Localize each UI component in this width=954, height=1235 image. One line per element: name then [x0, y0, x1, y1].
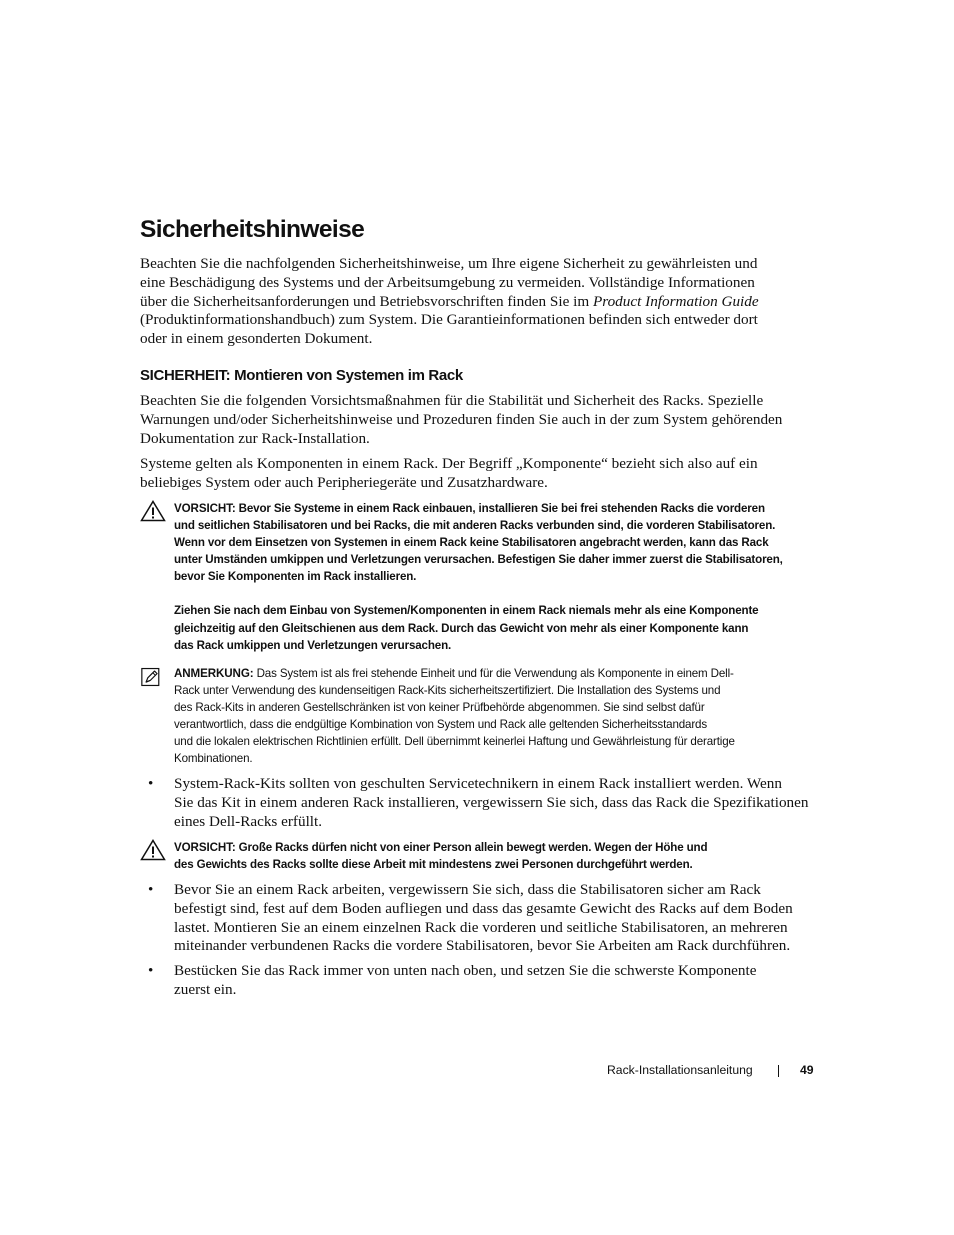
section-heading: SICHERHEIT: Montieren von Systemen im Rack — [140, 367, 463, 384]
bullet-icon: • — [148, 962, 154, 979]
caution-line: das Rack umkippen und Verletzungen verursachen. — [174, 638, 452, 652]
intro-line — [140, 293, 815, 312]
intro-line: oder in einem gesonderten Dokument. — [140, 330, 373, 348]
caution-line: Wenn vor dem Einsetzen von Systemen in einem Rack keine Stabilisatoren angebracht werden, kann das Rack — [174, 536, 769, 550]
note-text — [174, 665, 814, 768]
note-line: Das System ist als frei stehende Einheit und für die Verwendung als Komponente in einem Dell- — [253, 667, 734, 680]
note-label: ANMERKUNG: — [174, 667, 254, 680]
list-item-line: Sie das Kit in einem anderen Rack installieren, vergewissern Sie sich, dass das Rack die Spezifikationen — [174, 793, 809, 811]
paragraph-line: Dokumentation zur Rack-Installation. — [140, 429, 370, 447]
intro-paragraph — [140, 255, 815, 349]
caution-line: bevor Sie Komponenten im Rack installieren. — [174, 570, 417, 584]
caution-line: und seitlichen Stabilisatoren und bei Racks, die mit anderen Racks verbunden sind, die vorderen Stabilisatoren. — [174, 519, 776, 533]
list-item-line: lastet. Montieren Sie an einem einzelnen Rack die vorderen und seitliche Stabilisatoren, an mehreren — [174, 918, 788, 936]
caution-line: unter Umständen umkippen und Verletzungen verursachen. Befestigen Sie daher immer zuerst die Stabilisatoren, — [174, 553, 783, 567]
caution-line: gleichzeitig auf den Gleitschienen aus dem Rack. Durch das Gewicht von mehr als einer Komponente kann — [174, 621, 749, 635]
list-item-line: zuerst ein. — [174, 980, 237, 998]
list-item-line: System-Rack-Kits sollten von geschulten Servicetechnikern in einem Rack installiert werden. Wenn — [174, 775, 782, 792]
page-footer — [607, 1061, 814, 1079]
intro-line: eine Beschädigung des Systems und der Arbeitsumgebung zu vermeiden. Vollständige Informationen — [140, 273, 755, 291]
page-title: Sicherheitshinweise — [140, 216, 365, 243]
caution-line: Ziehen Sie nach dem Einbau von Systemen/Komponenten in einem Rack niemals mehr als eine Komponente — [174, 604, 759, 618]
section-paragraph-2 — [140, 455, 815, 493]
caution-text — [174, 839, 814, 873]
list-item-text — [174, 881, 815, 956]
footer-divider — [778, 1065, 779, 1077]
caution-triangle-icon — [140, 839, 166, 861]
paragraph-line: Warnungen und/oder Sicherheitshinweise und Prozeduren finden Sie auch in der zum System gehörenden — [140, 410, 783, 428]
list-item-line: Bevor Sie an einem Rack arbeiten, vergewissern Sie sich, dass die Stabilisatoren sicher am Rack — [174, 881, 761, 898]
caution-line: des Gewichts des Racks sollte diese Arbeit mit mindestens zwei Personen durchgeführt werden. — [174, 858, 693, 872]
intro-line-text: über die Sicherheitsanforderungen und Betriebsvorschriften finden Sie im — [140, 292, 590, 310]
note-pencil-icon — [141, 666, 163, 688]
note-line: Kombinationen. — [174, 752, 253, 766]
footer-title: Rack-Installationsanleitung — [607, 1063, 753, 1077]
intro-line: Beachten Sie die nachfolgenden Sicherheitshinweise, um Ihre eigene Sicherheit zu gewährleisten und — [140, 255, 758, 272]
list-item-line: befestigt sind, fest auf dem Boden aufliegen und dass das gesamte Gewicht des Racks auf dem Boden — [174, 899, 793, 917]
note-line: verantwortlich, dass die endgültige Kombination von System und Rack alle geltenden Sicherheitsstandards — [174, 718, 707, 732]
section-paragraph-1 — [140, 392, 815, 448]
list-item-line: miteinander verbundenen Racks die vordere Stabilisatoren, bevor Sie Arbeiten am Rack durchführen. — [174, 937, 791, 955]
note-line: des Rack-Kits in anderen Gestellschränken ist von keiner Prüfbehörde abgenommen. Sie sind selbst dafür — [174, 701, 705, 715]
list-item-text — [174, 775, 815, 831]
list-item-line: Bestücken Sie das Rack immer von unten nach oben, und setzen Sie die schwerste Komponente — [174, 962, 757, 979]
caution-label: VORSICHT: — [174, 502, 236, 515]
note-line: Rack unter Verwendung des kundenseitigen Rack-Kits sicherheitszertifiziert. Die Installation des Systems und — [174, 684, 721, 698]
page-number: 49 — [800, 1063, 814, 1077]
caution-label: VORSICHT: — [174, 841, 236, 854]
caution-line: Große Racks dürfen nicht von einer Person allein bewegt werden. Wegen der Höhe und — [235, 841, 708, 854]
note-line: und die lokalen elektrischen Richtlinien erfüllt. Dell übernimmt keinerlei Haftung und Gewährleistung für derartige — [174, 735, 735, 749]
intro-line: (Produktinformationshandbuch) zum System. Die Garantieinformationen befinden sich entweder dort — [140, 311, 758, 329]
caution-text — [174, 500, 814, 654]
product-information-guide-title: Product Information Guide — [592, 292, 759, 310]
paragraph-line: Beachten Sie die folgenden Vorsichtsmaßnahmen für die Stabilität und Sicherheit des Racks. Spezielle — [140, 392, 764, 409]
caution-triangle-icon — [140, 500, 166, 522]
bullet-icon: • — [148, 881, 154, 898]
list-item-line: eines Dell-Racks erfüllt. — [174, 812, 323, 830]
bullet-icon: • — [148, 775, 154, 792]
paragraph-line: Systeme gelten als Komponenten in einem Rack. Der Begriff „Komponente“ bezieht sich also auf ein — [140, 455, 758, 472]
paragraph-line: beliebiges System oder auch Peripheriegeräte und Zusatzhardware. — [140, 473, 548, 491]
caution-line: Bevor Sie Systeme in einem Rack einbauen, installieren Sie bei frei stehenden Racks die vorderen — [235, 502, 765, 515]
list-item-text — [174, 962, 815, 1000]
